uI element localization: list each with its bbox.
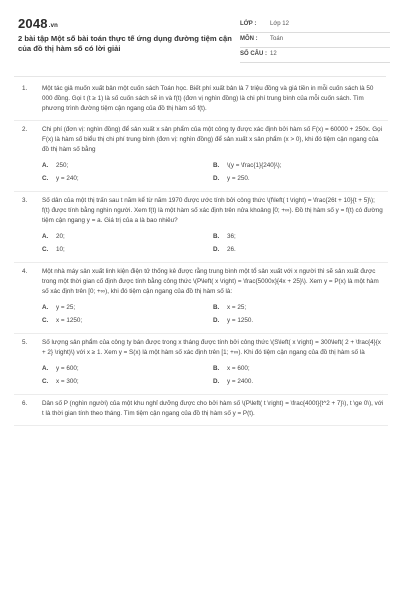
option-value: y = 250. [227,174,250,182]
option-c[interactable] [42,245,213,255]
question-1 [14,80,388,121]
option-key: B. [213,232,220,240]
option-a[interactable] [42,161,213,171]
option-a[interactable] [42,364,213,374]
option-row [42,301,384,314]
option-row [42,362,384,375]
option-c[interactable] [42,377,213,387]
option-c[interactable] [42,174,213,184]
question-2 [14,121,388,192]
option-row [42,172,384,185]
option-b[interactable] [213,232,384,242]
option-c[interactable] [42,316,213,326]
meta-value: Toán [270,36,284,42]
meta-label: MÔN : [240,36,258,42]
option-value: 20; [56,232,65,240]
answer-options [42,230,384,256]
option-key: A. [42,232,49,240]
option-key: C. [42,174,49,182]
question-text: Một tác giả muốn xuất bản một cuốn sách Toán học. Biết phí xuất bản là 7 triệu đồng và giá tiền in mỗi cuốn sách là 50 000 đồng. Gọi t (t ≥ 1) là số cuốn sách sẽ in và f(t) (đơn vị nghìn đồng) là chi phí trung bình của mỗi cuốn sách. Tìm phương trình đường tiệm cận ngang của đồ thị hàm số f(t). [42,85,374,112]
option-row [42,314,384,327]
option-b[interactable] [213,364,384,374]
option-d[interactable] [213,174,384,184]
option-key: B. [213,303,220,311]
question-3 [14,192,388,263]
question-6 [14,395,388,426]
option-b[interactable] [213,161,384,171]
option-key: B. [213,161,220,169]
option-a[interactable] [42,303,213,313]
option-value: 26. [227,245,236,253]
logo-text: 2048 [18,16,48,31]
document-header [14,14,386,74]
option-value: x = 25; [227,303,247,311]
meta-value: Lớp 12 [270,21,289,27]
question-text: Số lượng sản phẩm của công ty bán được trong x tháng được tính bởi công thức \(S\left( x \right) = 300\left( 2 + \frac{4}{x + 2} \right)\) với x ≥ 1. Xem y = S(x) là một hàm số xác định trên [1; +∞). Khi đó tiệm cận ngang của đồ thị hàm số là [42,339,381,356]
meta-row-subject [240,33,390,48]
logo-suffix: .vn [48,23,59,29]
option-d[interactable] [213,377,384,387]
site-logo[interactable] [18,16,58,31]
option-value: y = 2400. [227,377,254,385]
question-number: 6. [22,400,28,407]
question-number: 1. [22,85,28,92]
option-key: D. [213,245,220,253]
option-value: y = 240; [56,174,79,182]
document-meta [240,18,390,63]
option-value: 10; [56,245,65,253]
option-value: \(y = \frac{1}{240}\); [227,161,282,169]
answer-options [42,362,384,388]
option-key: D. [213,316,220,324]
option-row [42,159,384,172]
question-4 [14,263,388,334]
answer-options [42,301,384,327]
option-key: C. [42,316,49,324]
question-number: 4. [22,268,28,275]
option-d[interactable] [213,245,384,255]
option-key: A. [42,303,49,311]
question-number: 2. [22,126,28,133]
option-value: y = 1250. [227,316,254,324]
option-row [42,243,384,256]
option-value: x = 600; [227,364,250,372]
option-key: C. [42,377,49,385]
answer-options [42,159,384,185]
document-title: 2 bài tập Một số bài toán thực tế ứng dụng đường tiệm cận của đồ thị hàm số có lời giải [18,34,232,53]
option-value: 36; [227,232,236,240]
question-text: Chi phí (đơn vị: nghìn đồng) để sản xuất x sản phẩm của một công ty được xác định bởi hàm số F(x) = 60000 + 250x. Gọi F(x) là hàm số biểu thị chi phí trung bình (đơn vị: nghìn đồng) để sản xuất x sản phẩm (x > 0), khi đó tiệm cận ngang của đồ thị hàm số bằng [42,126,383,153]
meta-row-class [240,18,390,33]
option-b[interactable] [213,303,384,313]
option-key: B. [213,364,220,372]
option-value: 250; [56,161,69,169]
question-text: Dân số P (nghìn người) của một khu nghỉ dưỡng được cho bởi hàm số \(P\left( t \right) = \frac{400t}{t^2 + 7}\), t \ge 0\), với t là thời gian tính theo tháng. Tìm tiệm cận ngang của đồ thị hàm số y = P(t). [42,400,384,417]
option-a[interactable] [42,232,213,242]
option-value: x = 1250; [56,316,83,324]
option-key: D. [213,174,220,182]
option-key: A. [42,364,49,372]
question-5 [14,334,388,395]
option-key: D. [213,377,220,385]
meta-row-question-count [240,48,390,63]
meta-label: SỐ CÂU : [240,51,267,57]
meta-value: 12 [270,51,277,57]
question-number: 3. [22,197,28,204]
question-number: 5. [22,339,28,346]
option-row [42,375,384,388]
meta-label: LỚP : [240,21,257,27]
header-divider [14,76,386,77]
question-text: Một nhà máy sản xuất linh kiện điện tử thống kê được rằng trung bình một tổ sản xuất với x người thì sẽ sản xuất được trong một thời gian cố định được tính bằng công thức \(P\left( x \right) = \frac{5000x}{4x + 25}\). Xem y = P(x) là một hàm số xác định trên [0; +∞), khi đó tiệm cận ngang của đồ thị hàm số là: [42,268,379,295]
option-key: A. [42,161,49,169]
question-text: Số dân của một thị trấn sau t năm kể từ năm 1970 được ước tính bởi công thức \(f\left( t \right) = \frac{26t + 10}{t + 5}\); f(t) được tính bằng nghìn người. Xem f(t) là một hàm số xác định trên nửa khoảng [0; +∞). Đồ thị hàm số y = f(t) có đường tiệm cận ngang y = a. Giá trị của a là bao nhiêu? [42,197,383,224]
question-list [14,80,388,426]
option-value: y = 25; [56,303,76,311]
option-value: x = 300; [56,377,79,385]
option-d[interactable] [213,316,384,326]
option-value: y = 600; [56,364,79,372]
option-key: C. [42,245,49,253]
option-row [42,230,384,243]
